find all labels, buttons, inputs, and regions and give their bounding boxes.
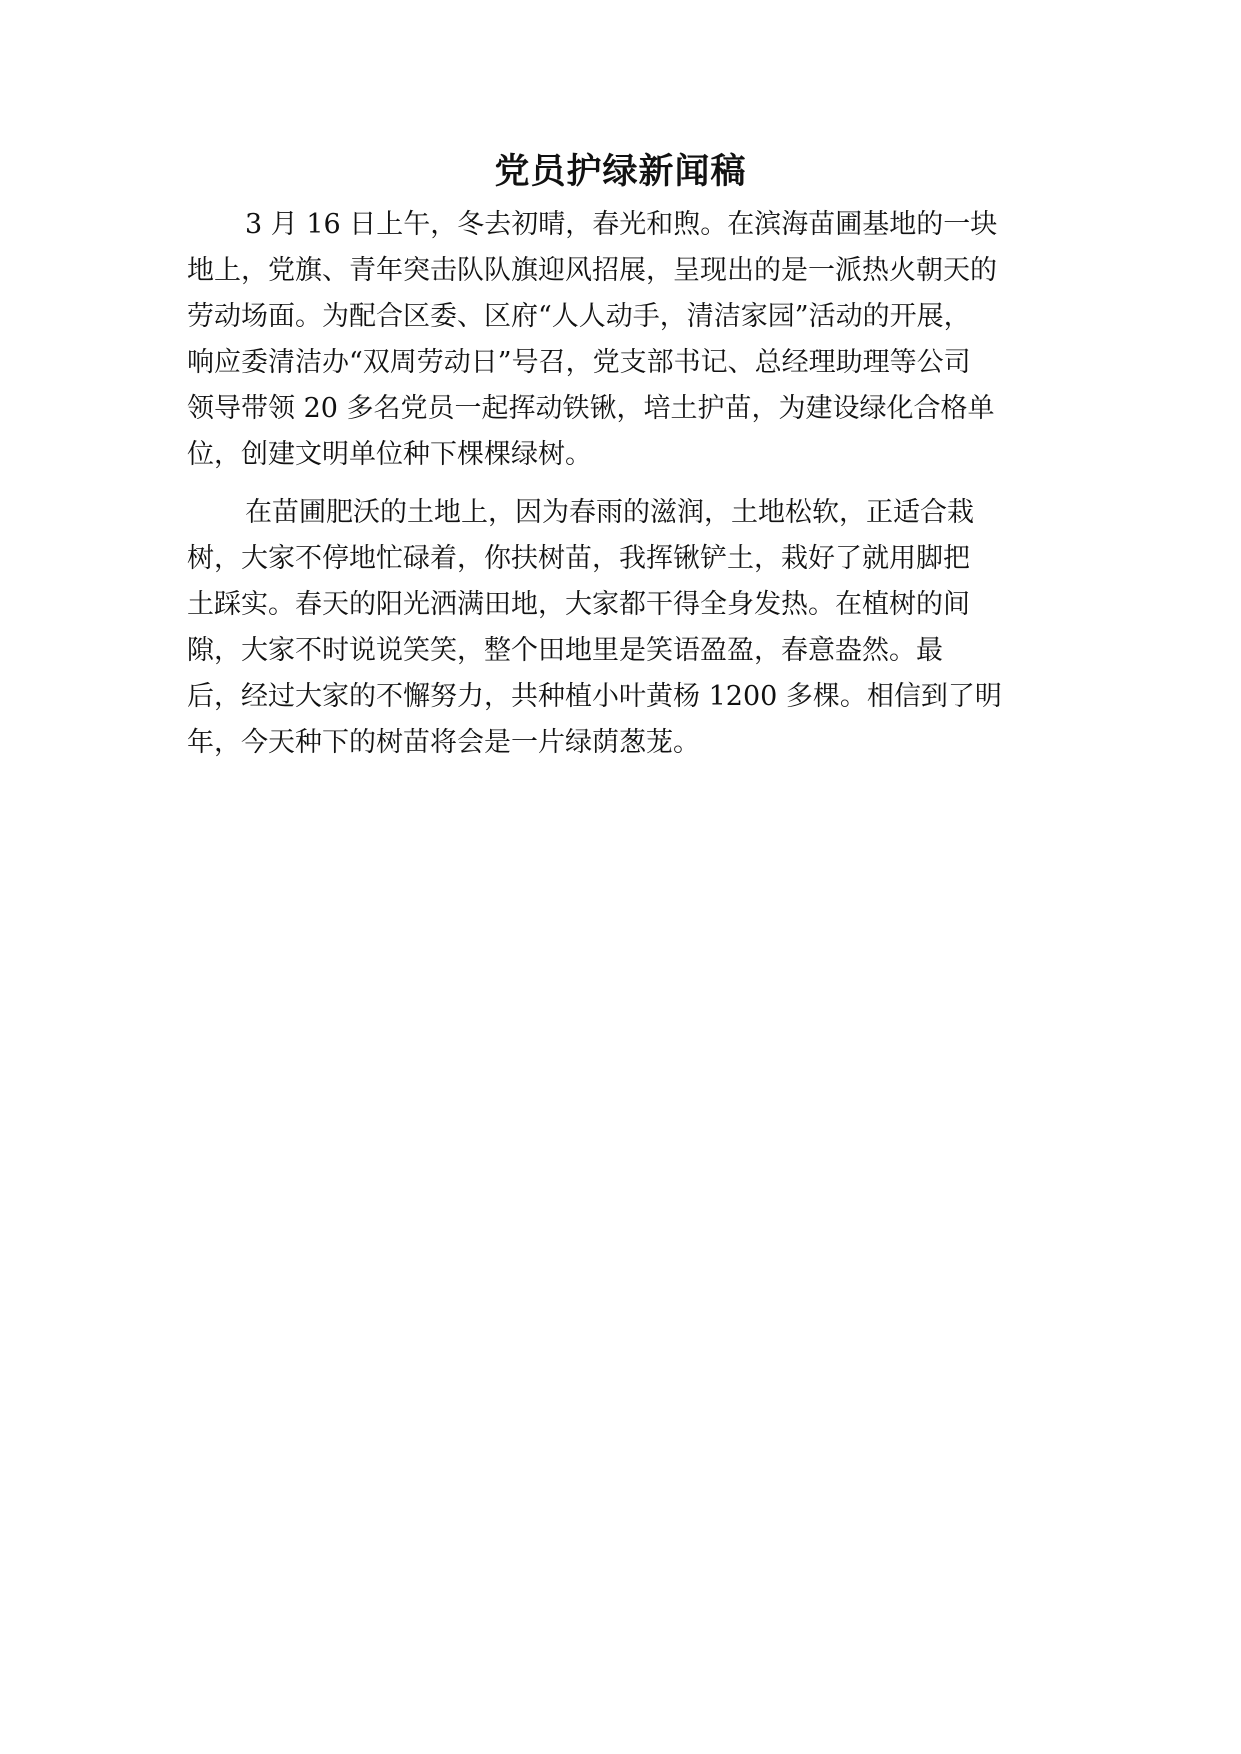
paragraph-line: 地上，党旗、青年突击队队旗迎风招展，呈现出的是一派热火朝天的: [187, 255, 997, 286]
paragraph-line: 3 月 16 日上午，冬去初晴，春光和煦。在滨海苗圃基地的一块: [245, 209, 998, 240]
paragraph-line: 在苗圃肥沃的土地上，因为春雨的滋润，土地松软，正适合栽: [245, 497, 974, 528]
paragraph-line: 响应委清洁办“双周劳动日”号召，党支部书记、总经理助理等公司: [187, 347, 971, 378]
paragraph-line: 位，创建文明单位种下棵棵绿树。: [187, 439, 592, 470]
paragraph-line: 隙，大家不时说说笑笑，整个田地里是笑语盈盈，春意盎然。最: [187, 635, 943, 666]
document-title: 党员护绿新闻稿: [494, 151, 747, 192]
paragraph-line: 劳动场面。为配合区委、区府“人人动手，清洁家园”活动的开展，: [187, 301, 971, 332]
paragraph-line: 年，今天种下的树苗将会是一片绿荫葱茏。: [187, 727, 700, 758]
paragraph-line: 树，大家不停地忙碌着，你扶树苗，我挥锹铲土，栽好了就用脚把: [187, 543, 970, 574]
paragraph-2: [187, 490, 1067, 766]
paragraph-line: 领导带领 20 多名党员一起挥动铁锹，培土护苗，为建设绿化合格单: [187, 393, 995, 424]
paragraph-line: 土踩实。春天的阳光洒满田地，大家都干得全身发热。在植树的间: [187, 589, 970, 620]
paragraph-1: [187, 202, 1067, 478]
paragraph-line: 后，经过大家的不懈努力，共种植小叶黄杨 1200 多棵。相信到了明: [187, 681, 1002, 712]
document-body: [187, 202, 1067, 778]
